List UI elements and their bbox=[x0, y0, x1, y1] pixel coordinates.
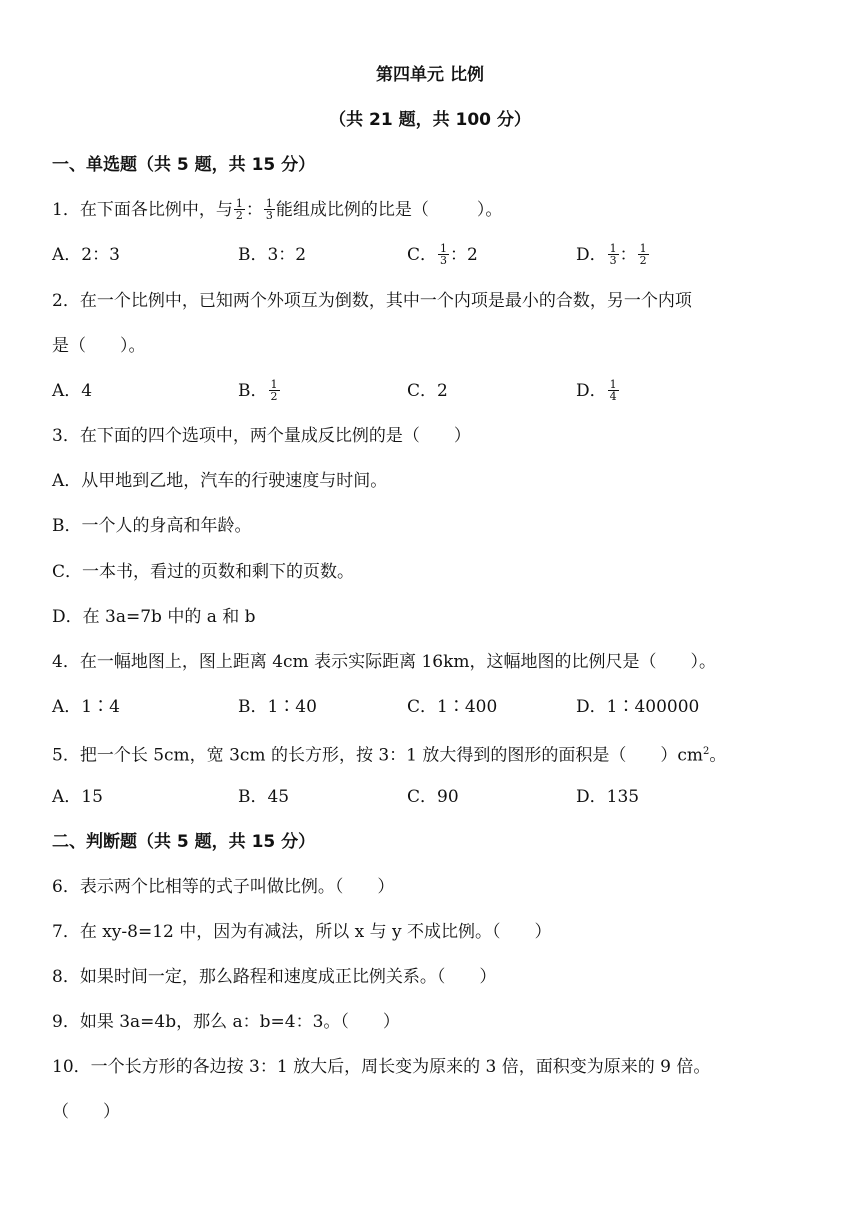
fraction bbox=[234, 198, 245, 221]
fraction-numerator: 1 bbox=[270, 378, 278, 391]
superscript: 2 bbox=[703, 746, 710, 757]
section-heading-single-choice: 一、单选题（共 5 题，共 15 分） bbox=[52, 155, 316, 175]
option-d: D．135 bbox=[576, 787, 640, 807]
option-label: D． bbox=[576, 381, 607, 401]
question-1-text-post: 能组成比例的比是（ bbox=[275, 200, 429, 220]
option-d: D．1∶400000 bbox=[576, 697, 700, 717]
fraction-numerator: 1 bbox=[235, 197, 243, 210]
question-9: 9．如果 3a=4b，那么 a：b=4：3。（ ） bbox=[52, 1012, 400, 1032]
question-10-line-2: （ ） bbox=[52, 1102, 120, 1122]
fraction-numerator: 1 bbox=[440, 242, 448, 255]
fraction bbox=[608, 379, 619, 402]
option-label: B． bbox=[238, 381, 268, 401]
fraction-numerator: 1 bbox=[265, 197, 273, 210]
option-c: C．一本书，看过的页数和剩下的页数。 bbox=[52, 562, 355, 582]
question-6: 6．表示两个比相等的式子叫做比例。（ ） bbox=[52, 877, 395, 897]
question-5 bbox=[52, 741, 726, 767]
fraction-denominator: 4 bbox=[609, 390, 617, 403]
fraction bbox=[269, 379, 280, 402]
fraction-denominator: 3 bbox=[440, 254, 448, 267]
option-label: C． bbox=[407, 245, 438, 265]
question-4: 4．在一幅地图上，图上距离 4cm 表示实际距离 16km，这幅地图的比例尺是（ ）。 bbox=[52, 652, 717, 672]
option-a: A．2：3 bbox=[52, 245, 120, 265]
question-7: 7．在 xy-8=12 中，因为有减法，所以 x 与 y 不成比例。（ ） bbox=[52, 922, 552, 942]
option-b: B．45 bbox=[238, 787, 290, 807]
fraction-numerator: 1 bbox=[609, 378, 617, 391]
option-c bbox=[407, 244, 478, 267]
question-5-text: 5．把一个长 5cm，宽 3cm 的长方形，按 3：1 放大得到的图形的面积是（ ）cm bbox=[52, 745, 704, 766]
question-10-line-1: 10．一个长方形的各边按 3：1 放大后，周长变为原来的 3 倍，面积变为原来的 9 倍。 bbox=[52, 1057, 711, 1077]
option-a: A．4 bbox=[52, 381, 93, 401]
section-heading-true-false: 二、判断题（共 5 题，共 15 分） bbox=[52, 832, 316, 852]
fraction-denominator: 3 bbox=[265, 209, 273, 222]
option-a: A．从甲地到乙地，汽车的行驶速度与时间。 bbox=[52, 471, 388, 491]
option-text: ：2 bbox=[450, 245, 478, 265]
question-2-line-2: 是（ ）。 bbox=[52, 336, 146, 356]
option-b: B．3：2 bbox=[238, 245, 307, 265]
fraction bbox=[438, 243, 449, 266]
question-3: 3．在下面的四个选项中，两个量成反比例的是（ ） bbox=[52, 426, 471, 446]
question-5-end: 。 bbox=[709, 745, 727, 766]
fraction-denominator: 2 bbox=[235, 209, 243, 222]
option-d: D．在 3a=7b 中的 a 和 b bbox=[52, 607, 256, 627]
fraction-denominator: 3 bbox=[609, 254, 617, 267]
fraction-denominator: 2 bbox=[270, 390, 278, 403]
option-d bbox=[576, 244, 650, 267]
ratio-colon: ： bbox=[619, 245, 637, 265]
fraction bbox=[264, 198, 275, 221]
option-c: C．2 bbox=[407, 381, 448, 401]
option-c: C．1∶400 bbox=[407, 697, 498, 717]
fraction bbox=[608, 243, 619, 266]
ratio-colon: ： bbox=[245, 200, 263, 220]
option-a: A．15 bbox=[52, 787, 103, 807]
option-c: C．90 bbox=[407, 787, 459, 807]
fraction-numerator: 1 bbox=[609, 242, 617, 255]
question-1-text-pre: 1．在下面各比例中，与 bbox=[52, 200, 233, 220]
question-2-line-1: 2．在一个比例中，已知两个外项互为倒数，其中一个内项是最小的合数，另一个内项 bbox=[52, 291, 692, 311]
fraction-numerator: 1 bbox=[639, 242, 647, 255]
page-title: 第四单元 比例 bbox=[376, 65, 484, 85]
fraction bbox=[638, 243, 649, 266]
option-label: D． bbox=[576, 245, 607, 265]
question-1-text-close: ）。 bbox=[476, 200, 503, 220]
option-a: A．1∶4 bbox=[52, 697, 120, 717]
question-1 bbox=[52, 199, 502, 222]
option-b: B．1∶40 bbox=[238, 697, 317, 717]
option-d bbox=[576, 380, 620, 403]
page-subtitle: （共 21 题，共 100 分） bbox=[329, 110, 531, 130]
option-b bbox=[238, 380, 281, 403]
fraction-denominator: 2 bbox=[639, 254, 647, 267]
question-8: 8．如果时间一定，那么路程和速度成正比例关系。（ ） bbox=[52, 967, 497, 987]
option-b: B．一个人的身高和年龄。 bbox=[52, 516, 252, 536]
